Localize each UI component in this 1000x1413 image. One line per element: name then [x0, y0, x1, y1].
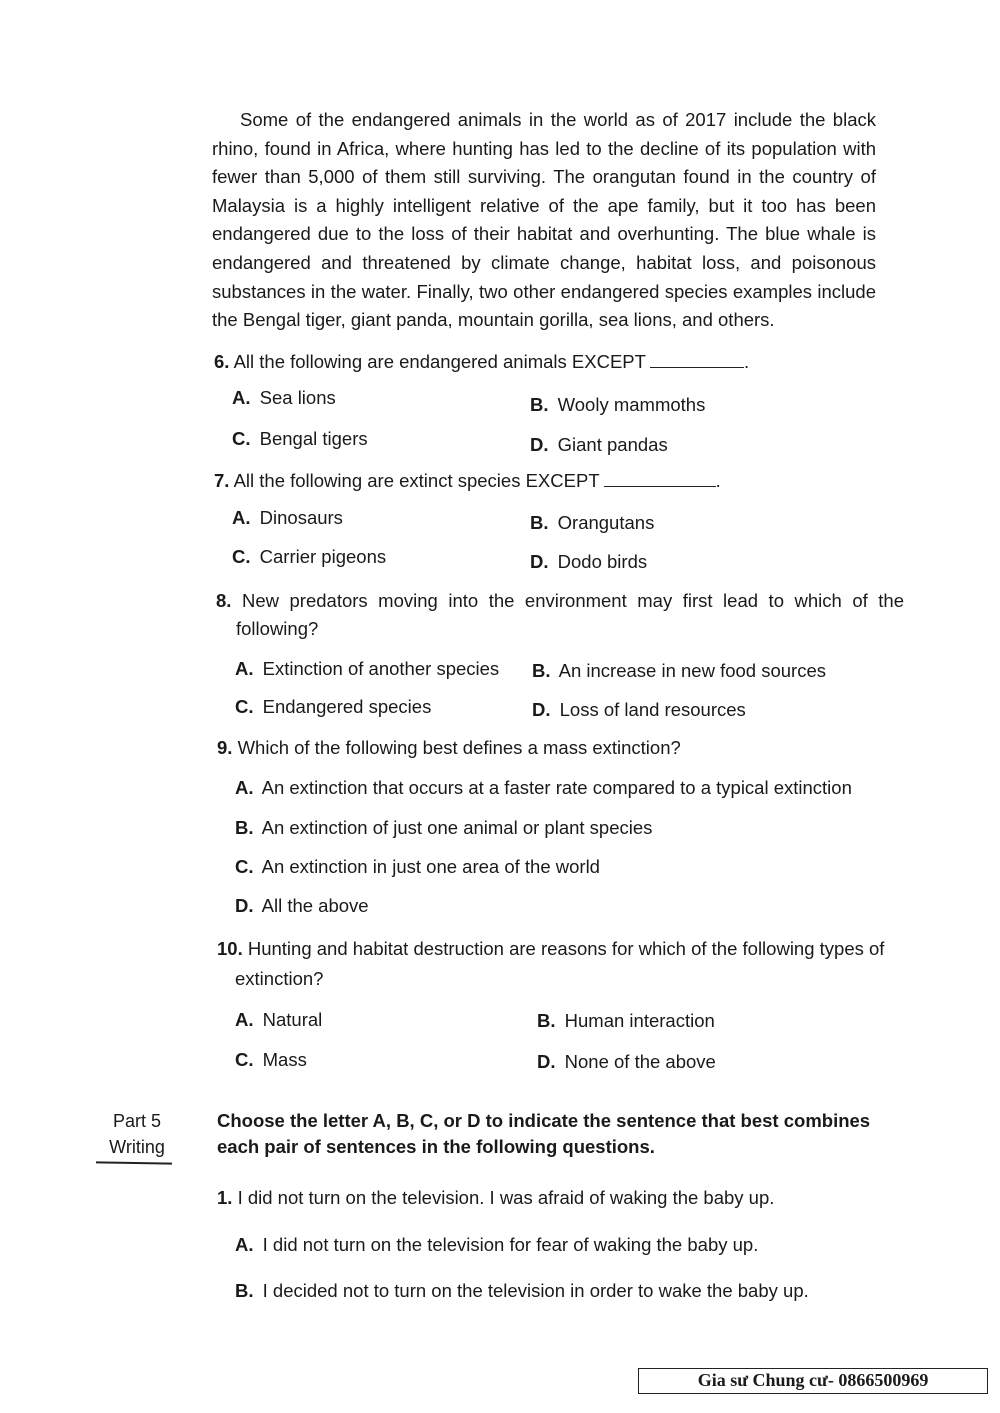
w1-option-b[interactable]: B. I decided not to turn on the television in order to wake the baby up. — [235, 1280, 809, 1301]
w1-option-a[interactable]: A. I did not turn on the television for fear of waking the baby up. — [235, 1234, 759, 1255]
part-underline — [96, 1161, 172, 1164]
q10-option-c[interactable]: C. Mass — [235, 1049, 307, 1070]
q7-option-b[interactable]: B. Orangutans — [530, 512, 655, 533]
reading-passage — [212, 106, 876, 335]
q7-option-c[interactable]: C. Carrier pigeons — [232, 546, 387, 567]
part-label — [98, 1108, 176, 1160]
q8-option-b[interactable]: B. An increase in new food sources — [532, 660, 826, 681]
q10-option-b[interactable]: B. Human interaction — [537, 1010, 715, 1031]
q8-option-d[interactable]: D. Loss of land resources — [532, 699, 746, 720]
q10-option-d[interactable]: D. None of the above — [537, 1051, 716, 1072]
q7-option-a[interactable]: A. Dinosaurs — [232, 507, 343, 528]
question-9: 9. Which of the following best defines a mass extinction? — [217, 737, 681, 758]
answer-blank — [650, 349, 744, 368]
q9-option-b[interactable]: B. An extinction of just one animal or plant species — [235, 817, 653, 838]
part5-instruction: Choose the letter A, B, C, or D to indicate the sentence that best combines each pair of sentences in the following questions. — [217, 1110, 871, 1157]
q6-option-a[interactable]: A. Sea lions — [232, 387, 336, 408]
q8-option-a[interactable]: A. Extinction of another species — [235, 658, 500, 679]
q8-option-c[interactable]: C. Endangered species — [235, 696, 432, 717]
q6-option-c[interactable]: C. Bengal tigers — [232, 428, 368, 449]
question-6: 6. All the following are endangered animals EXCEPT . — [214, 351, 750, 372]
q6-option-d[interactable]: D. Giant pandas — [530, 434, 668, 455]
passage-text: Some of the endangered animals in the world as of 2017 include the black rhino, found in Africa, where hunting has led to the decline of its population with fewer than 5,000 of them still surviving. The orangutan found in the country of Malaysia is a highly intelligent relative of the ape family, but it too has been endangered due to the loss of their habitat and overhunting. The blue whale is endangered and threatened by climate change, habitat loss, and poisonous substances in the water. Finally, two other endangered species examples include the Bengal tiger, giant panda, mountain gorilla, sea lions, and others. — [212, 109, 876, 331]
q10-option-a[interactable]: A. Natural — [235, 1009, 323, 1030]
question-10: 10. Hunting and habitat destruction are reasons for which of the following types of extinction? — [217, 938, 885, 989]
q6-option-b[interactable]: B. Wooly mammoths — [530, 394, 706, 415]
q9-option-c[interactable]: C. An extinction in just one area of the world — [235, 856, 600, 877]
writing-question-1: 1. I did not turn on the television. I was afraid of waking the baby up. — [217, 1187, 775, 1208]
answer-blank — [604, 468, 716, 487]
question-8: 8. New predators moving into the environment may first lead to which of the following? — [216, 590, 904, 639]
part-title: Writing — [109, 1137, 165, 1157]
question-7: 7. All the following are extinct species EXCEPT . — [214, 470, 721, 491]
q9-option-a[interactable]: A. An extinction that occurs at a faster rate compared to a typical extinction — [235, 777, 852, 798]
part-number: Part 5 — [112, 1111, 162, 1131]
q9-option-d[interactable]: D. All the above — [235, 895, 369, 916]
q7-option-d[interactable]: D. Dodo birds — [530, 551, 648, 572]
footer-contact: Gia sư Chung cư- 0866500969 — [638, 1368, 988, 1394]
